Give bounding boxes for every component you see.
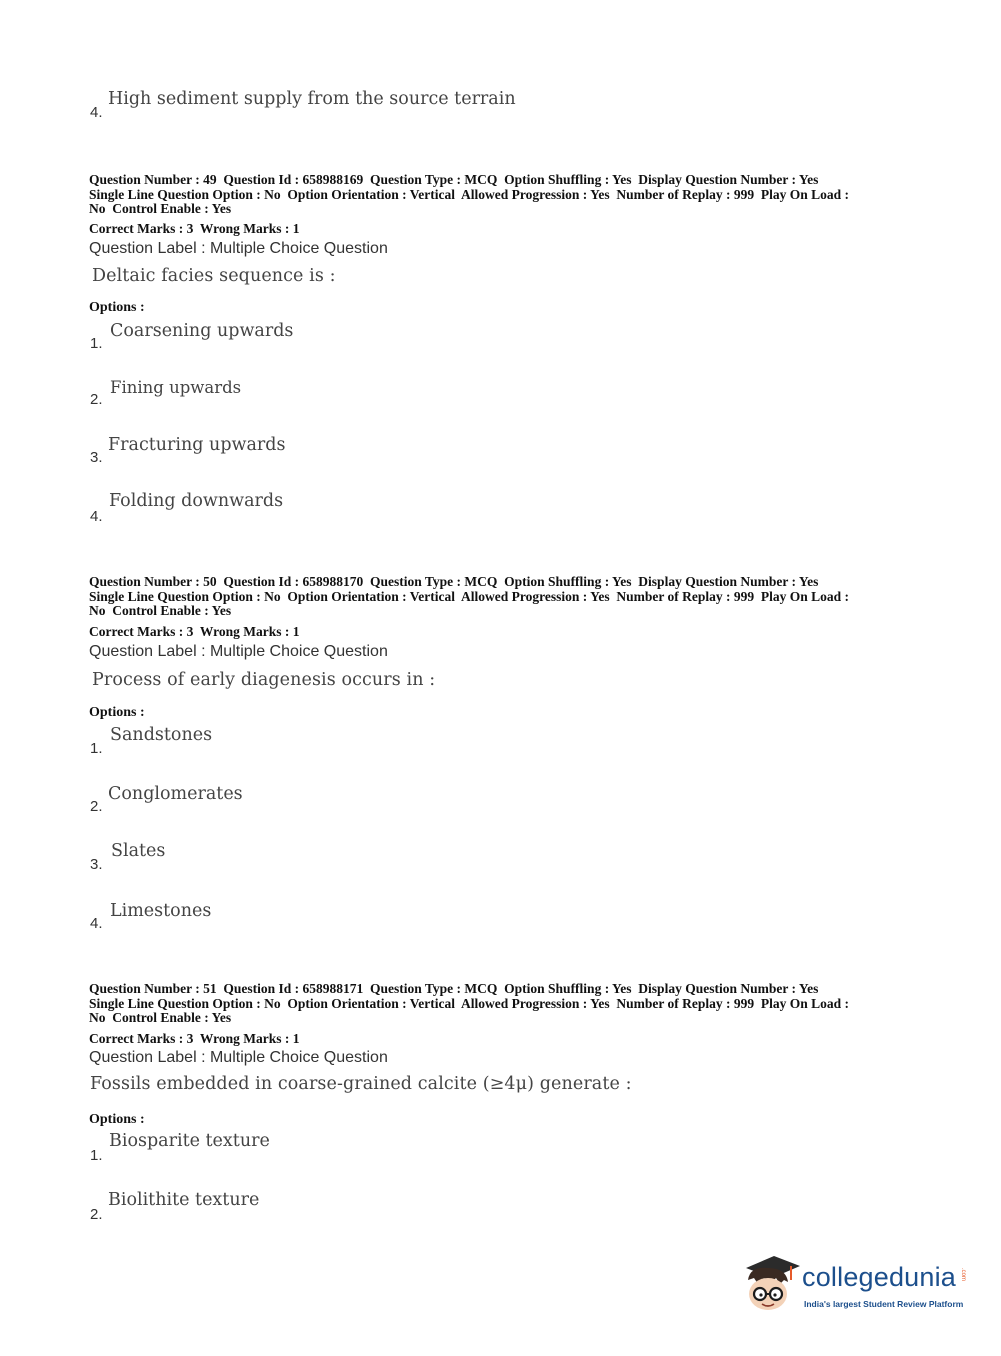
question-meta-line: Single Line Question Option : No Option Orientation : Vertical Allowed Progression : Yes Number of Replay : 999 Play On Load :	[89, 995, 850, 1011]
option-number: 3.	[90, 449, 103, 466]
option-text: Biolithite texture	[108, 1190, 260, 1210]
option-number: 2.	[90, 1206, 103, 1223]
question-meta-line: Question Number : 49 Question Id : 658988169 Question Type : MCQ Option Shuffling : Yes Display Question Number : Yes	[89, 172, 819, 187]
option-text: Limestones	[110, 901, 212, 921]
question-meta-line: No Control Enable : Yes	[89, 1010, 232, 1025]
brand-logo	[740, 1250, 970, 1320]
brand-suffix: .com	[960, 1268, 966, 1282]
option-text: Conglomerates	[108, 784, 243, 804]
question-text: Fossils embedded in coarse-grained calcite (≥4μ) generate :	[90, 1074, 632, 1094]
option-number: 1.	[90, 1147, 103, 1164]
option-text: High sediment supply from the source terrain	[108, 89, 516, 109]
option-number: 4.	[90, 915, 103, 932]
question-marks: Correct Marks : 3 Wrong Marks : 1	[89, 1031, 300, 1046]
question-meta-line: No Control Enable : Yes	[89, 201, 232, 216]
question-meta-line: Question Number : 51 Question Id : 658988171 Question Type : MCQ Option Shuffling : Yes Display Question Number : Yes	[89, 981, 819, 996]
question-label: Question Label : Multiple Choice Question	[89, 240, 388, 257]
option-text: Fracturing upwards	[108, 435, 286, 455]
option-text: Folding downwards	[109, 491, 284, 511]
question-meta-line: No Control Enable : Yes	[89, 603, 232, 618]
option-number: 4.	[90, 508, 103, 525]
question-marks: Correct Marks : 3 Wrong Marks : 1	[89, 221, 300, 236]
option-text: Biosparite texture	[109, 1131, 270, 1151]
option-number: 4.	[90, 104, 103, 121]
mascot-icon	[740, 1250, 802, 1316]
options-label: Options :	[89, 1112, 145, 1127]
option-number: 3.	[90, 856, 103, 873]
question-label: Question Label : Multiple Choice Question	[89, 643, 388, 660]
question-marks: Correct Marks : 3 Wrong Marks : 1	[89, 624, 300, 639]
option-text: Fining upwards	[110, 378, 242, 397]
brand-name: collegedunia	[802, 1262, 957, 1292]
option-text: Coarsening upwards	[110, 321, 294, 341]
option-number: 2.	[90, 798, 103, 815]
option-text: Sandstones	[110, 725, 213, 745]
option-number: 2.	[90, 391, 103, 408]
question-meta-line: Single Line Question Option : No Option Orientation : Vertical Allowed Progression : Yes Number of Replay : 999 Play On Load :	[89, 186, 850, 202]
question-text: Deltaic facies sequence is :	[92, 266, 336, 286]
question-label: Question Label : Multiple Choice Question	[89, 1049, 388, 1066]
question-text: Process of early diagenesis occurs in :	[92, 670, 436, 690]
question-meta-line: Single Line Question Option : No Option Orientation : Vertical Allowed Progression : Yes Number of Replay : 999 Play On Load :	[89, 588, 850, 604]
option-number: 1.	[90, 740, 103, 757]
options-label: Options :	[89, 705, 145, 720]
question-meta-line: Question Number : 50 Question Id : 658988170 Question Type : MCQ Option Shuffling : Yes Display Question Number : Yes	[89, 574, 819, 589]
options-label: Options :	[89, 300, 145, 315]
brand-tagline: India's largest Student Review Platform	[804, 1299, 964, 1309]
option-number: 1.	[90, 335, 103, 352]
option-text: Slates	[111, 841, 166, 861]
